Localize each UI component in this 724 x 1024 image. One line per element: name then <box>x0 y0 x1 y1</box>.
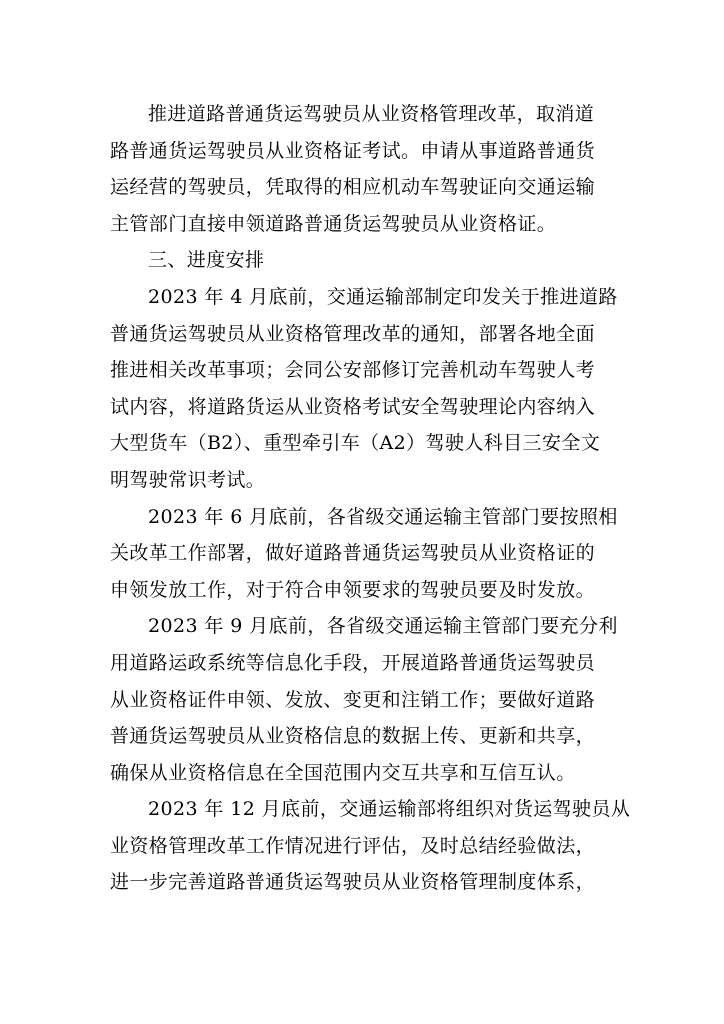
text-run: 关改革工作部署，做好道路普通货运驾驶员从业资格证的 <box>110 542 596 565</box>
paragraph-2-line-6 <box>110 462 620 499</box>
paragraph-3-line-3 <box>110 572 620 609</box>
paragraph-4-line-2 <box>110 645 620 682</box>
paragraph-2-line-5 <box>110 425 620 462</box>
text-run: 主管部门直接申领道路普通货运驾驶员从业资格证。 <box>110 212 557 235</box>
paragraph-2-line-3 <box>110 352 620 389</box>
section-heading <box>110 242 620 279</box>
text-run: 2023 年 9 月底前，各省级交通运输主管部门要充分利 <box>148 615 618 638</box>
text-run: 确保从业资格信息在全国范围内交互共享和互信互认。 <box>110 761 576 784</box>
text-run: 普通货运驾驶员从业资格信息的数据上传、更新和共享， <box>110 725 596 748</box>
paragraph-3-line-1 <box>110 499 620 536</box>
text-run: 从业资格证件申领、发放、变更和注销工作；要做好道路 <box>110 688 596 711</box>
heading-text: 三、进度安排 <box>148 249 265 272</box>
paragraph-5-line-2 <box>110 828 620 865</box>
text-run: 路普通货运驾驶员从业资格证考试。申请从事道路普通货 <box>110 139 596 162</box>
paragraph-1-line-1 <box>110 96 620 133</box>
paragraph-2-line-1 <box>110 279 620 316</box>
paragraph-4-line-3 <box>110 682 620 719</box>
text-run: 明驾驶常识考试。 <box>110 468 266 491</box>
document-body <box>110 96 631 901</box>
text-run: 推进相关改革事项；会同公安部修订完善机动车驾驶人考 <box>110 359 596 382</box>
paragraph-2-line-2 <box>110 316 620 353</box>
paragraph-1-line-2 <box>110 133 620 170</box>
paragraph-5-line-3 <box>110 864 620 901</box>
text-run: 大型货车（B2）、重型牵引车（A2）驾驶人科目三安全文 <box>110 432 601 455</box>
text-run: 2023 年 12 月底前，交通运输部将组织对货运驾驶员从 <box>148 798 631 821</box>
paragraph-4-line-1 <box>110 608 620 645</box>
text-run: 业资格管理改革工作情况进行评估，及时总结经验做法， <box>110 834 596 857</box>
paragraph-1-line-4 <box>110 206 620 243</box>
paragraph-1-line-3 <box>110 169 620 206</box>
text-run: 2023 年 6 月底前，各省级交通运输主管部门要按照相 <box>148 505 618 528</box>
text-run: 进一步完善道路普通货运驾驶员从业资格管理制度体系， <box>110 871 596 894</box>
text-run: 运经营的驾驶员，凭取得的相应机动车驾驶证向交通运输 <box>110 176 596 199</box>
paragraph-4-line-5 <box>110 755 620 792</box>
paragraph-2-line-4 <box>110 389 620 426</box>
paragraph-4-line-4 <box>110 718 620 755</box>
text-run: 试内容，将道路货运从业资格考试安全驾驶理论内容纳入 <box>110 395 596 418</box>
text-run: 普通货运驾驶员从业资格管理改革的通知，部署各地全面 <box>110 322 596 345</box>
paragraph-5-line-1 <box>110 791 631 828</box>
text-run: 推进道路普通货运驾驶员从业资格管理改革，取消道 <box>148 103 595 125</box>
paragraph-3-line-2 <box>110 535 620 572</box>
text-run: 2023 年 4 月底前，交通运输部制定印发关于推进道路 <box>148 285 618 308</box>
text-run: 用道路运政系统等信息化手段，开展道路普通货运驾驶员 <box>110 651 596 674</box>
text-run: 申领发放工作，对于符合申领要求的驾驶员要及时发放。 <box>110 578 596 601</box>
